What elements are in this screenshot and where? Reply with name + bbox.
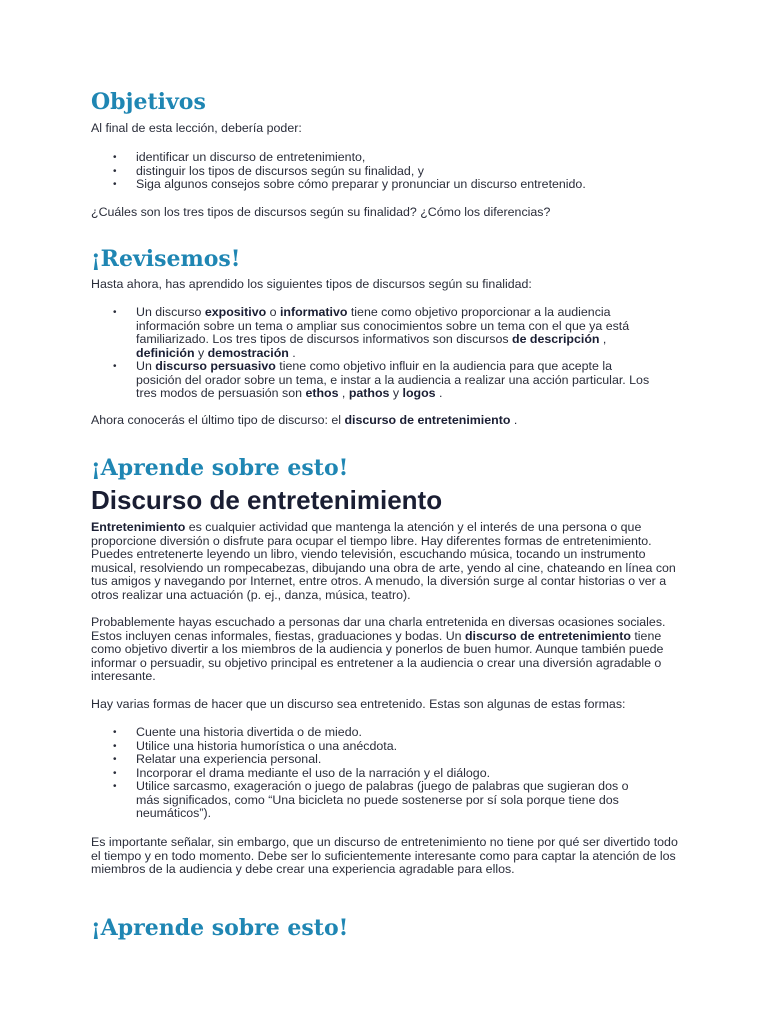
term-ethos: ethos (305, 386, 339, 400)
text-span: , (338, 386, 349, 400)
list-item-text: distinguir los tipos de discursos según su finalidad, y (136, 163, 424, 178)
term-entretenimiento: discurso de entretenimiento (344, 413, 511, 427)
paragraph-probablemente (91, 616, 681, 684)
term-definicion: definición (136, 345, 195, 360)
text-span: . (288, 345, 296, 360)
text-span: tiene como objetivo divertir a los miembros de la audiencia y ponerlos de buen humor. Aunque también puede informar o persuadir, su objetivo principal es entretener a la audiencia o crear una diversión agradable o interesante. (91, 628, 664, 683)
discurso-entretenimiento-title: Discurso de entretenimiento (91, 485, 443, 515)
aprende-heading: ¡Aprende sobre esto! (91, 455, 349, 481)
list-item (91, 151, 651, 165)
aprende-heading-2: ¡Aprende sobre esto! (91, 915, 349, 941)
list-item-text: Utilice sarcasmo, exageración o juego de palabras (juego de palabras que sugieran dos o más significados, como “Una bicicleta no puede sostenerse por sí sola porque tiene dos neumáticos”). (136, 779, 629, 820)
list-item-text: Incorporar el drama mediante el uso de la narración y el diálogo. (136, 765, 491, 780)
term-informativo: informativo (279, 305, 348, 319)
bullet-icon: • (113, 307, 117, 318)
objetivos-intro: Al final de esta lección, debería poder: (91, 121, 302, 135)
bullet-icon: • (113, 361, 117, 372)
text-span: tiene como objetivo influir en la audiencia para que acepte la posición del orador sobre un tema, e instar a la audiencia a realizar una acción particular. Los tres modos de persuasión son (136, 359, 650, 400)
bullet-icon: • (113, 152, 117, 163)
list-item (91, 767, 651, 781)
term-demostracion: demostración (207, 345, 289, 360)
bullet-icon: • (113, 165, 117, 177)
text-span: . (510, 413, 518, 427)
list-item-text: Cuente una historia divertida o de miedo. (136, 725, 362, 739)
term-entretenimiento-lead: Entretenimiento (91, 520, 186, 534)
revisemos-closing (91, 414, 681, 428)
text-span: , (599, 332, 607, 346)
list-item-text: Relatar una experiencia personal. (136, 752, 322, 766)
text-span: Probablemente hayas escuchado a personas dar una charla entretenida en diversas ocasiones sociales. Estos incluyen cenas informales, fiestas, graduaciones y bodas. Un (91, 615, 666, 643)
objetivos-question: ¿Cuáles son los tres tipos de discursos según su finalidad? ¿Cómo los diferencias? (91, 205, 551, 219)
text-span: es cualquier actividad que mantenga la atención y el interés de una persona o que proporcione diversión o disfrute para ocupar el tiempo libre. Hay diferentes formas de entretenimiento. Puedes entretenerte leyendo un libro, viendo televisión, escuchando música, tocando un instrumento musical, resolviendo un rompecabezas, dibujando una obra de arte, yendo al cine, chateando en línea con tus amigos y navegando por Internet, entre otros. A menudo, la diversión surge al contar historias o ver a otros realizar una actuación (p. ej., danza, música, teatro). (91, 520, 676, 602)
text-span: . (435, 386, 443, 400)
list-item-text: identificar un discurso de entretenimiento, (136, 150, 366, 164)
revisemos-intro: Hasta ahora, has aprendido los siguientes tipos de discursos según su finalidad: (91, 277, 532, 291)
bullet-icon: • (113, 781, 117, 792)
formas-list (91, 726, 651, 821)
list-item-text: Utilice una historia humorística o una anécdota. (136, 738, 398, 753)
term-persuasivo: discurso persuasivo (155, 359, 276, 373)
revisemos-list (91, 306, 651, 401)
objetivos-list (91, 151, 651, 192)
paragraph-formas: Hay varias formas de hacer que un discurso sea entretenido. Estas son algunas de estas formas: (91, 697, 626, 711)
bullet-icon: • (113, 179, 117, 190)
paragraph-importante: Es importante señalar, sin embargo, que un discurso de entretenimiento no tiene por qué ser divertido todo el tiempo y en todo momento. Debe ser lo suficientemente interesante como para captar la atención de los miembros de la audiencia y debe crear una experiencia agradable para ellos. (91, 835, 678, 876)
bullet-icon: • (113, 767, 117, 779)
list-item (91, 178, 651, 192)
list-item (91, 165, 651, 179)
list-item (91, 726, 651, 740)
list-item-text: Siga algunos consejos sobre cómo preparar y pronunciar un discurso entretenido. (136, 177, 586, 191)
term-descripcion: de descripción (512, 332, 600, 346)
list-item (91, 780, 651, 821)
bullet-icon: • (113, 754, 117, 765)
text-span: Ahora conocerás el último tipo de discurso: el (91, 413, 345, 427)
objetivos-heading: Objetivos (91, 89, 206, 115)
text-span: Un discurso (136, 305, 205, 319)
bullet-icon: • (113, 740, 117, 752)
term-logos: logos (402, 386, 436, 400)
bullet-icon: • (113, 727, 117, 738)
text-span: y (389, 386, 403, 400)
list-item (91, 306, 651, 360)
term-expositivo: expositivo (204, 305, 267, 319)
revisemos-heading: ¡Revisemos! (91, 246, 241, 272)
paragraph-entretenimiento (91, 521, 681, 602)
term-discurso-entretenimiento: discurso de entretenimiento (464, 628, 631, 643)
list-item (91, 753, 651, 767)
text-span: y (194, 345, 208, 360)
text-span: o (266, 305, 280, 319)
text-span: Un (136, 359, 156, 373)
list-item (91, 360, 651, 401)
text-span: tiene como objetivo proporcionar a la audiencia información sobre un tema o ampliar sus conocimientos sobre un tema con el que ya está familiarizado. Los tres tipos de discursos informativos son discursos (136, 305, 630, 346)
list-item (91, 740, 651, 754)
term-pathos: pathos (348, 386, 390, 400)
